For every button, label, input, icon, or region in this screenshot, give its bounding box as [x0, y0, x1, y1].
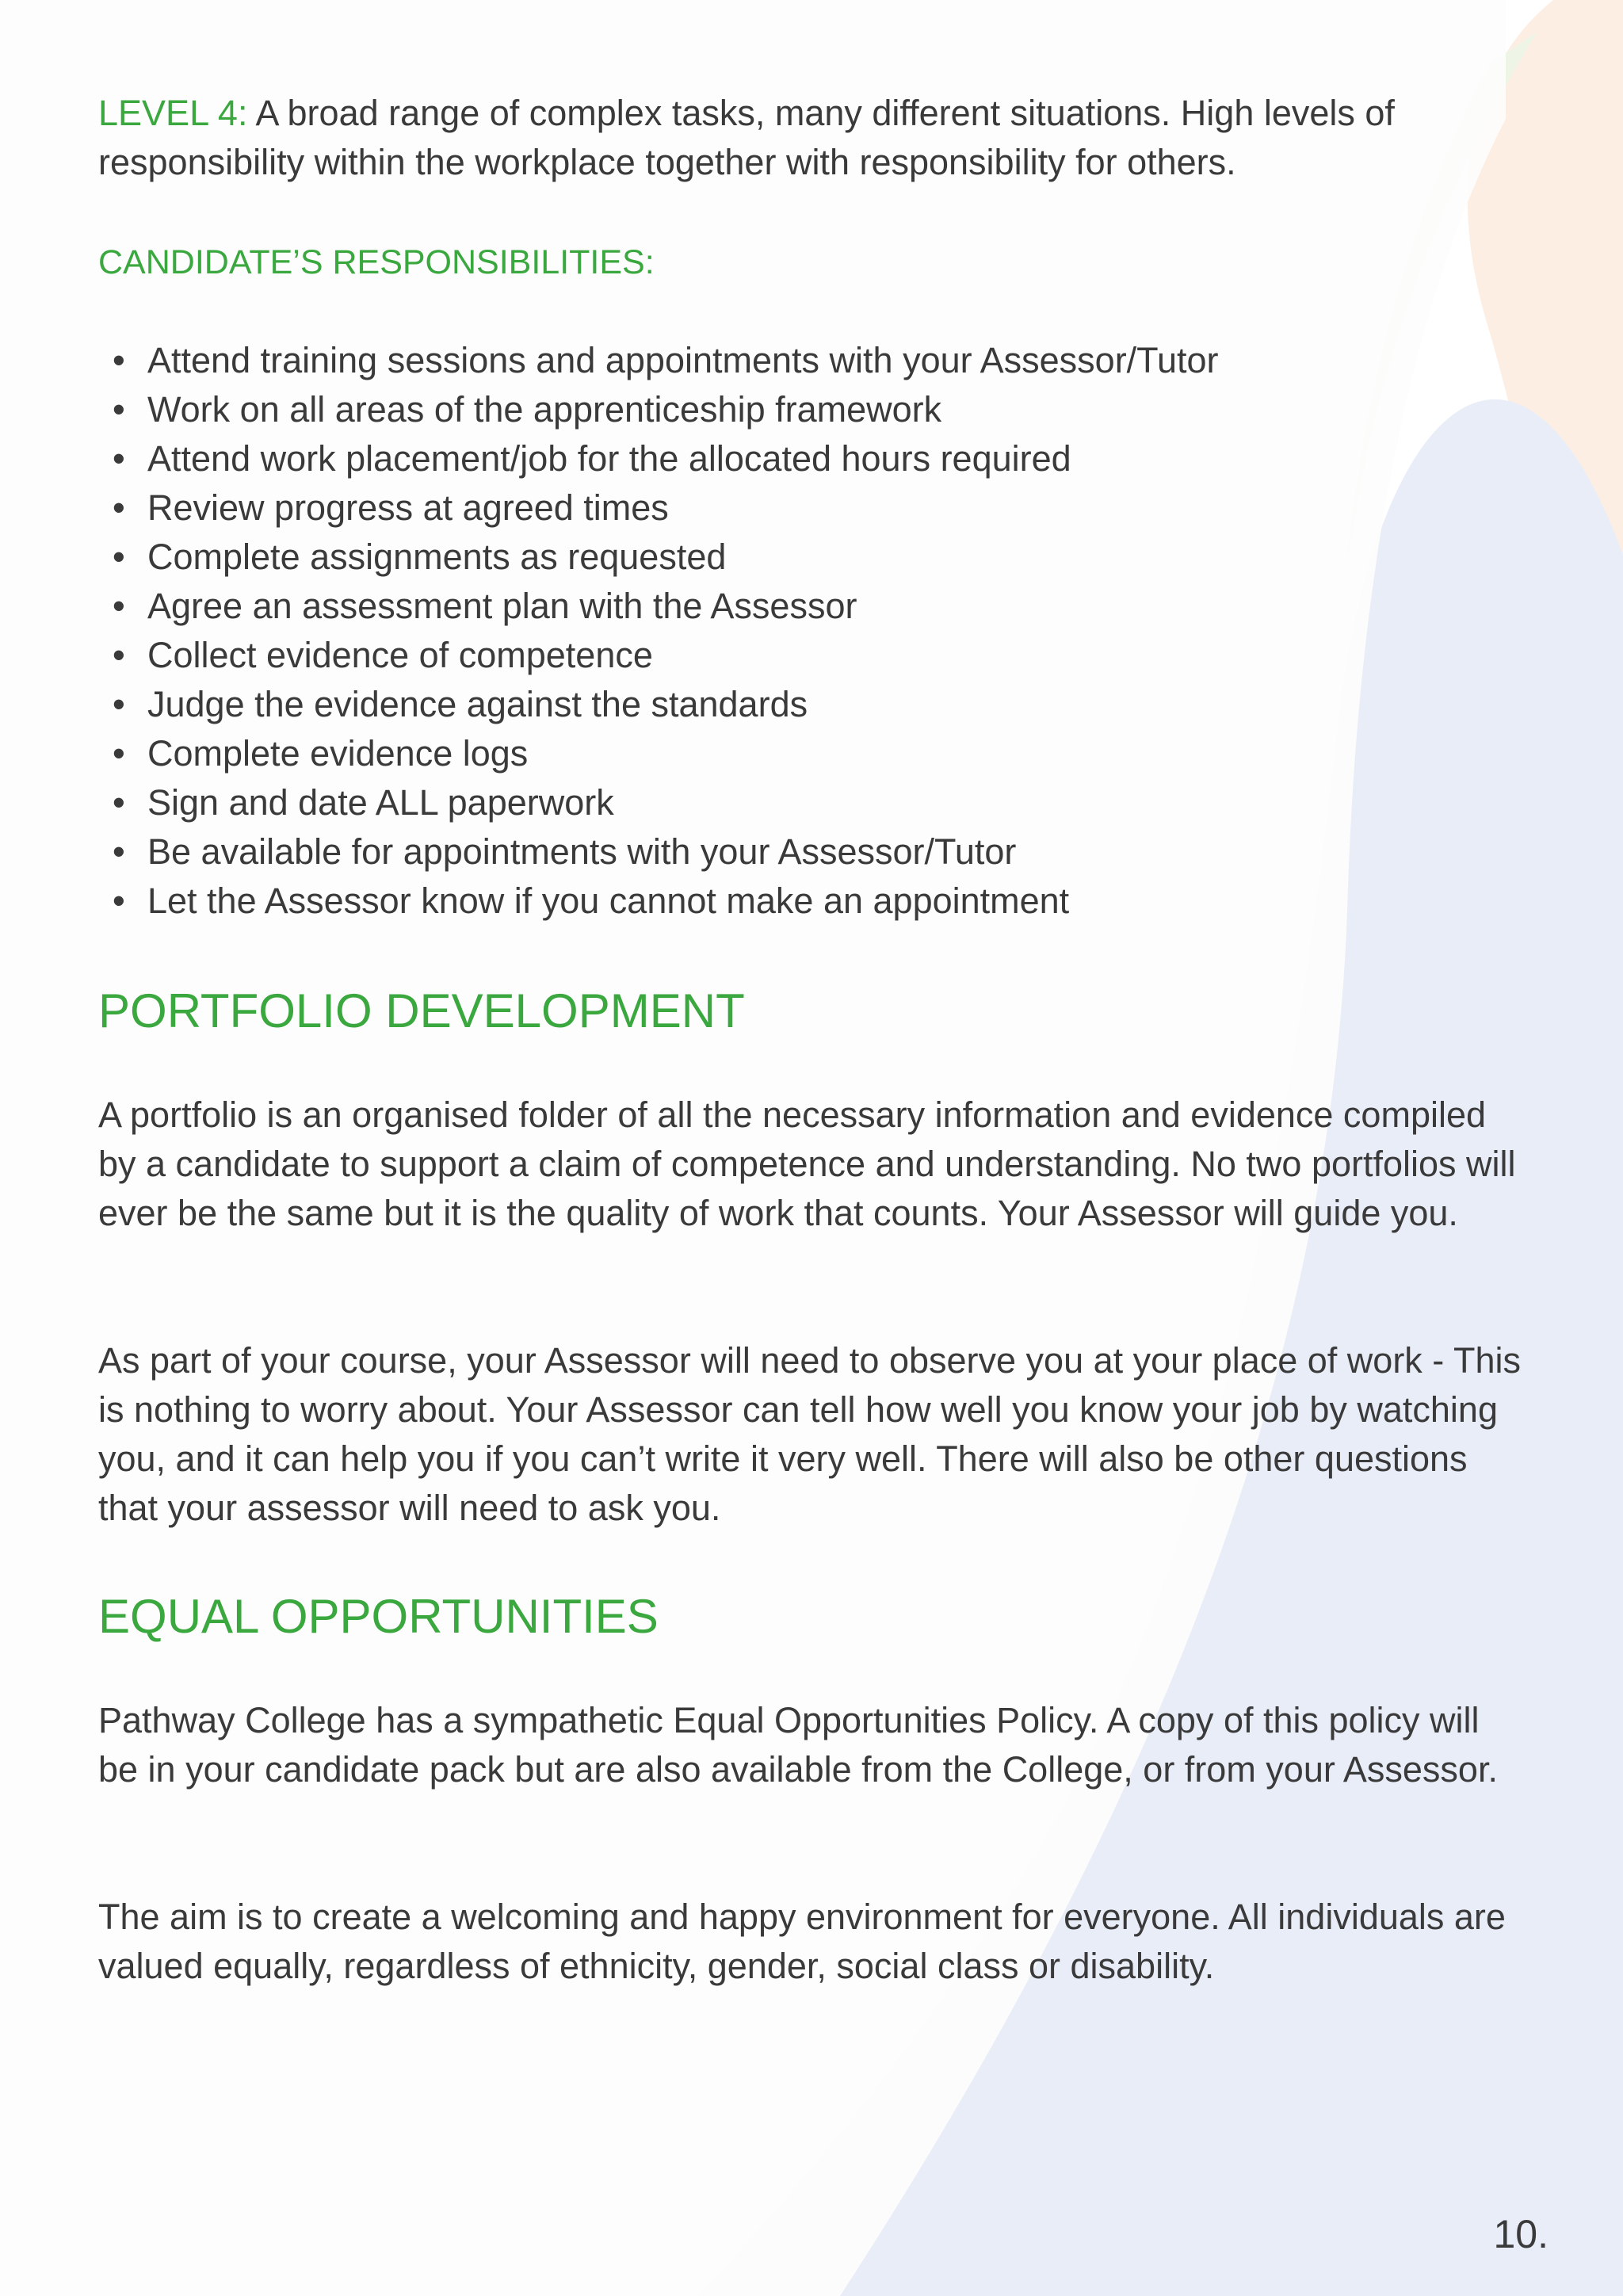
page-number: 10.	[1493, 2212, 1549, 2256]
bullet-icon: •	[113, 782, 125, 823]
bullet-icon: •	[113, 537, 125, 577]
list-item-text: Collect evidence of competence	[147, 635, 653, 675]
equal-opportunities-paragraph-2: The aim is to create a welcoming and happy environment for everyone. All individuals are valued equally, regardless of ethnicity, gender, social class or disability.	[98, 1897, 1506, 1986]
list-item-text: Work on all areas of the apprenticeship framework	[147, 389, 942, 430]
bullet-icon: •	[113, 438, 125, 479]
list-item	[98, 336, 1219, 385]
responsibilities-list	[98, 336, 1219, 926]
bullet-icon: •	[113, 635, 125, 675]
list-item	[98, 483, 1219, 533]
list-item-text: Attend work placement/job for the allocated hours required	[147, 438, 1071, 479]
level-label: LEVEL 4:	[98, 93, 248, 133]
list-item	[98, 533, 1219, 582]
bullet-icon: •	[113, 831, 125, 872]
bullet-icon: •	[113, 684, 125, 724]
portfolio-paragraph-1: A portfolio is an organised folder of all the necessary information and evidence compiled by a candidate to support a claim of competence and understanding. No two portfolios will ever be the same but it is the quality of work that counts. Your Assessor will guide you.	[98, 1095, 1516, 1233]
equal-opportunities-title: EQUAL OPPORTUNITIES	[98, 1590, 659, 1643]
list-item-text: Agree an assessment plan with the Assessor	[147, 586, 857, 626]
list-item	[98, 434, 1219, 483]
level-text: A broad range of complex tasks, many different situations. High levels of responsibility within the workplace together with responsibility for others.	[98, 93, 1395, 182]
list-item-text: Complete evidence logs	[147, 733, 529, 774]
bullet-icon: •	[113, 881, 125, 921]
list-item-text: Sign and date ALL paperwork	[147, 782, 614, 823]
list-item-text: Let the Assessor know if you cannot make an appointment	[147, 881, 1070, 921]
list-item	[98, 582, 1219, 631]
bullet-icon: •	[113, 487, 125, 528]
list-item-text: Attend training sessions and appointments with your Assessor/Tutor	[147, 340, 1219, 380]
list-item-text: Complete assignments as requested	[147, 537, 727, 577]
bullet-icon: •	[113, 586, 125, 626]
list-item	[98, 877, 1219, 926]
list-item	[98, 680, 1219, 729]
bullet-icon: •	[113, 733, 125, 774]
list-item-text: Review progress at agreed times	[147, 487, 669, 528]
list-item-text: Be available for appointments with your Assessor/Tutor	[147, 831, 1017, 872]
bullet-icon: •	[113, 389, 125, 430]
list-item-text: Judge the evidence against the standards	[147, 684, 808, 724]
portfolio-development-title: PORTFOLIO DEVELOPMENT	[98, 984, 745, 1037]
equal-opportunities-paragraph-1: Pathway College has a sympathetic Equal Opportunities Policy. A copy of this policy will be in your candidate pack but are also available from the College, or from your Assessor.	[98, 1700, 1498, 1790]
responsibilities-heading: CANDIDATE’S RESPONSIBILITIES:	[98, 243, 655, 281]
list-item	[98, 631, 1219, 680]
list-item	[98, 778, 1219, 827]
portfolio-paragraph-2: As part of your course, your Assessor will need to observe you at your place of work - This is nothing to worry about. Your Assessor can tell how well you know your job by watching you, and it can help you if you can’t write it very well. There will also be other questions that your assessor will need to ask you.	[98, 1340, 1521, 1528]
bullet-icon: •	[113, 340, 125, 380]
list-item	[98, 385, 1219, 434]
list-item	[98, 729, 1219, 778]
level-4-description	[98, 89, 1525, 187]
list-item	[98, 827, 1219, 877]
